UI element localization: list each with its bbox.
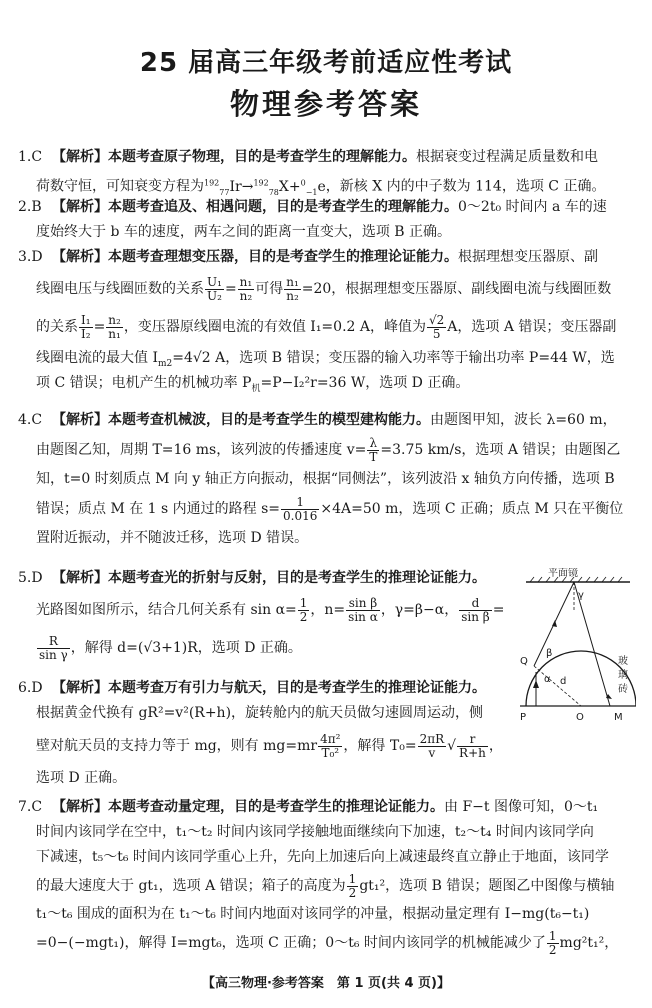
answer-item-7: 7.C 【解析】本题考查动量定理，目的是考查学生的推理论证能力。由 F−t 图像可知，0～t₁ 时间内该同学在空中，t₁～t₂ 时间内该同学接触地面继续向下加速，t₂～t₄ 时间内该同学向 下减速，t₅～t₆ 时间内该同学重心上升，先向上加速后向上减速最终直立静止于地面，该同学 的最大速度大于 gt₁，选项 A 错误；箱子的高度为 $\frac{1}{2}$ gt₁²，选项 B 错误；题图乙中图像与横轴 t₁～t₆ 围成的面积为在 t₁～t₆ 时间内地面对该同学的冲量，根据动量定理有 I−mg(t₆−t₁) =0−(−mgt₁)，解得 I=mgt₆，选项 C 正确；0～t₆ 时间内该同学的机械能减少了 $\frac{1}{2}$ mg²t₁²， [18, 795, 640, 959]
fraction: $\frac{\text{4π²}}{\text{T₀²}}$ [320, 731, 341, 760]
svg-text:α: α [544, 674, 551, 685]
mirror-label: 平面镜 [548, 568, 578, 579]
item-number: 5.D [18, 570, 43, 586]
fraction: $\frac{r}{R+h}$ [459, 731, 486, 760]
optics-figure [518, 568, 636, 728]
svg-text:γ: γ [578, 590, 584, 601]
fraction: $\frac{\text{I₁}}{\text{I₂}}$ [81, 312, 91, 341]
page-subtitle: 物理参考答案 [229, 87, 422, 121]
analysis-label: 【解析】 [52, 799, 108, 815]
answer-item-4: 4.C 【解析】本题考查机械波，目的是考查学生的模型建构能力。由题图甲知，波长 λ=60 m， 由题图乙知，周期 T=16 ms，该列波的传播速度 v= $\frac{\lambda}{T}$ =3.75 km/s，选项 A 错误；由题图乙 知，t=0 时刻质点 M 向 y 轴正方向振动，根据“同侧法”，该列波沿 x 轴负方向传播，选项 B 错误；质点 M 在 1 s 内通过的路程 s= $\frac{1}{0.016}$ ×4A=50 m，选项 C 正确；质点 M 只在平衡位 置附近振动，并不随波迁移，选项 D 错误。 [18, 408, 640, 551]
svg-text:璃: 璃 [618, 670, 628, 681]
svg-text:P: P [520, 712, 527, 723]
item-number: 2.B [18, 199, 42, 215]
fraction: $\frac{1}{2}$ [299, 595, 308, 624]
page-footer: 【高三物理·参考答案 第 1 页(共 4 页)】 [201, 976, 451, 991]
item-lead: 本题考查光的折射与反射，目的是考查学生的推理论证能力。 [108, 570, 486, 586]
fraction: $\frac{√2}{5}$ [429, 312, 445, 341]
analysis-label: 【解析】 [52, 680, 108, 696]
fraction: $\frac{\text{n₁}}{\text{n₂}}$ [286, 274, 299, 303]
fraction: $\frac{1}{2}$ [548, 928, 557, 957]
answer-item-5: 5.D 【解析】本题考查光的折射与反射，目的是考查学生的推理论证能力。 光路图如图所示，结合几何关系有 sin α= $\frac{1}{2}$ ，n= $\frac{\text{sin β}}{\text{sin α}}$ ，γ=β−α， $\frac{d}{\text{sin β}}$ = $\frac{R}{\text{sin γ}}$ ，解得 d=(√3+1)R，选项 D 正确。 [18, 566, 518, 667]
item-number: 1.C [18, 149, 43, 165]
svg-text:β: β [546, 648, 553, 659]
item-lead: 本题考查理想变压器，目的是考查学生的推理论证能力。 [108, 249, 458, 265]
answer-item-2: 2.B 【解析】本题考查追及、相遇问题，目的是考查学生的理解能力。0～2t₀ 时间内 a 车的速 度始终大于 b 车的速度，两车之间的距离一直变大，选项 B 正确。 [18, 195, 640, 245]
page-title: 25 届高三年级考前适应性考试 [139, 48, 513, 78]
svg-text:M: M [614, 712, 623, 723]
optics-diagram [518, 568, 636, 728]
fraction: $\frac{\text{n₂}}{\text{n₁}}$ [108, 312, 121, 341]
analysis-label: 【解析】 [52, 149, 108, 165]
fraction: $\frac{R}{\text{sin γ}}$ [39, 633, 68, 662]
item-lead: 本题考查追及、相遇问题，目的是考查学生的理解能力。 [108, 199, 458, 215]
fraction: $\frac{2\pi R}{v}$ [419, 731, 445, 760]
svg-text:Q: Q [520, 656, 528, 667]
analysis-label: 【解析】 [52, 199, 108, 215]
item-number: 4.C [18, 412, 43, 428]
fraction: $\frac{\text{n₁}}{\text{n₂}}$ [239, 274, 253, 303]
item-lead: 本题考查机械波，目的是考查学生的模型建构能力。 [108, 412, 430, 428]
answer-item-3: 3.D 【解析】本题考查理想变压器，目的是考查学生的推理论证能力。根据理想变压器原、副 线圈电压与线圈匝数的关系 $\frac{\text{U₁}}{\text{U₂}}$ = $\frac{\text{n₁}}{\text{n₂}}$ 可得 $\frac{\text{n₁}}{\text{n₂}}$ =20，根据理想变压器原、副线圈电流与线圈匝数 的关系 $\frac{\text{I₁}}{\text{I₂}}$ = $\frac{\text{n₂}}{\text{n₁}}$ ，变压器原线圈电流的有效值 I₁=0.2 A，峰值为 $\frac{√2}{5}$ A，选项 A 错误；变压器副 线圈电流的最大值 $I_{m2}=4√2$ A，选项 B 错误；变压器的输入功率等于输出功率 P=44 W，选 项 C 错误；电机产生的机械功率 $P_机=P-I_2^2r=36$ W，选项 D 正确。 [18, 245, 640, 396]
svg-text:玻: 玻 [618, 656, 628, 667]
item-number: 6.D [18, 680, 43, 696]
svg-text:O: O [576, 712, 584, 723]
answer-item-1: 1.C 【解析】本题考查原子物理，目的是考查学生的理解能力。根据衰变过程满足质量数和电 荷数守恒，可知衰变方程为$^{192}_{77}$Ir→$^{192}_{78}$X+$^0_{-1}$e，新核 X 内的中子数为 114，选项 C 正确。 [18, 145, 640, 195]
fraction: $\frac{1}{0.016}$ [283, 494, 318, 523]
decay-equation: $^{192}_{77}$Ir→$^{192}_{78}$X+$^0_{-1}$e [204, 178, 326, 197]
fraction: $\frac{1}{2}$ [348, 871, 357, 900]
svg-text:砖: 砖 [618, 684, 628, 695]
svg-text:d: d [560, 676, 567, 687]
fraction: $\frac{\text{U₁}}{\text{U₂}}$ [207, 274, 222, 303]
fraction: $\frac{\text{sin β}}{\text{sin α}}$ [348, 595, 378, 624]
arrow-entry-icon [533, 680, 539, 688]
analysis-label: 【解析】 [52, 412, 108, 428]
normal-line [534, 666, 581, 706]
analysis-label: 【解析】 [52, 249, 108, 265]
arrow-up-icon [552, 620, 557, 627]
item-lead: 本题考查原子物理，目的是考查学生的理解能力。 [108, 149, 416, 165]
item-lead: 本题考查动量定理，目的是考查学生的推理论证能力。 [108, 799, 444, 815]
item-lead: 本题考查万有引力与航天，目的是考查学生的推理论证能力。 [108, 680, 486, 696]
fraction: $\frac{d}{\text{sin β}}$ [461, 595, 490, 624]
analysis-label: 【解析】 [52, 570, 108, 586]
item-number: 7.C [18, 799, 43, 815]
item-number: 3.D [18, 249, 43, 265]
fraction: $\frac{\lambda}{T}$ [369, 435, 378, 464]
answer-item-6: 6.D 【解析】本题考查万有引力与航天，目的是考查学生的推理论证能力。 根据黄金代换有 gR²=v²(R+h)，旋转舱内的航天员做匀速圆周运动，侧 壁对航天员的支持力等于 mg，则有 mg=mr $\frac{\text{4π²}}{\text{T₀²}}$ ，解得 T₀= $\frac{2\pi R}{v}$ √ $\frac{r}{R+h}$ ， 选项 D 正确。 [18, 676, 518, 791]
